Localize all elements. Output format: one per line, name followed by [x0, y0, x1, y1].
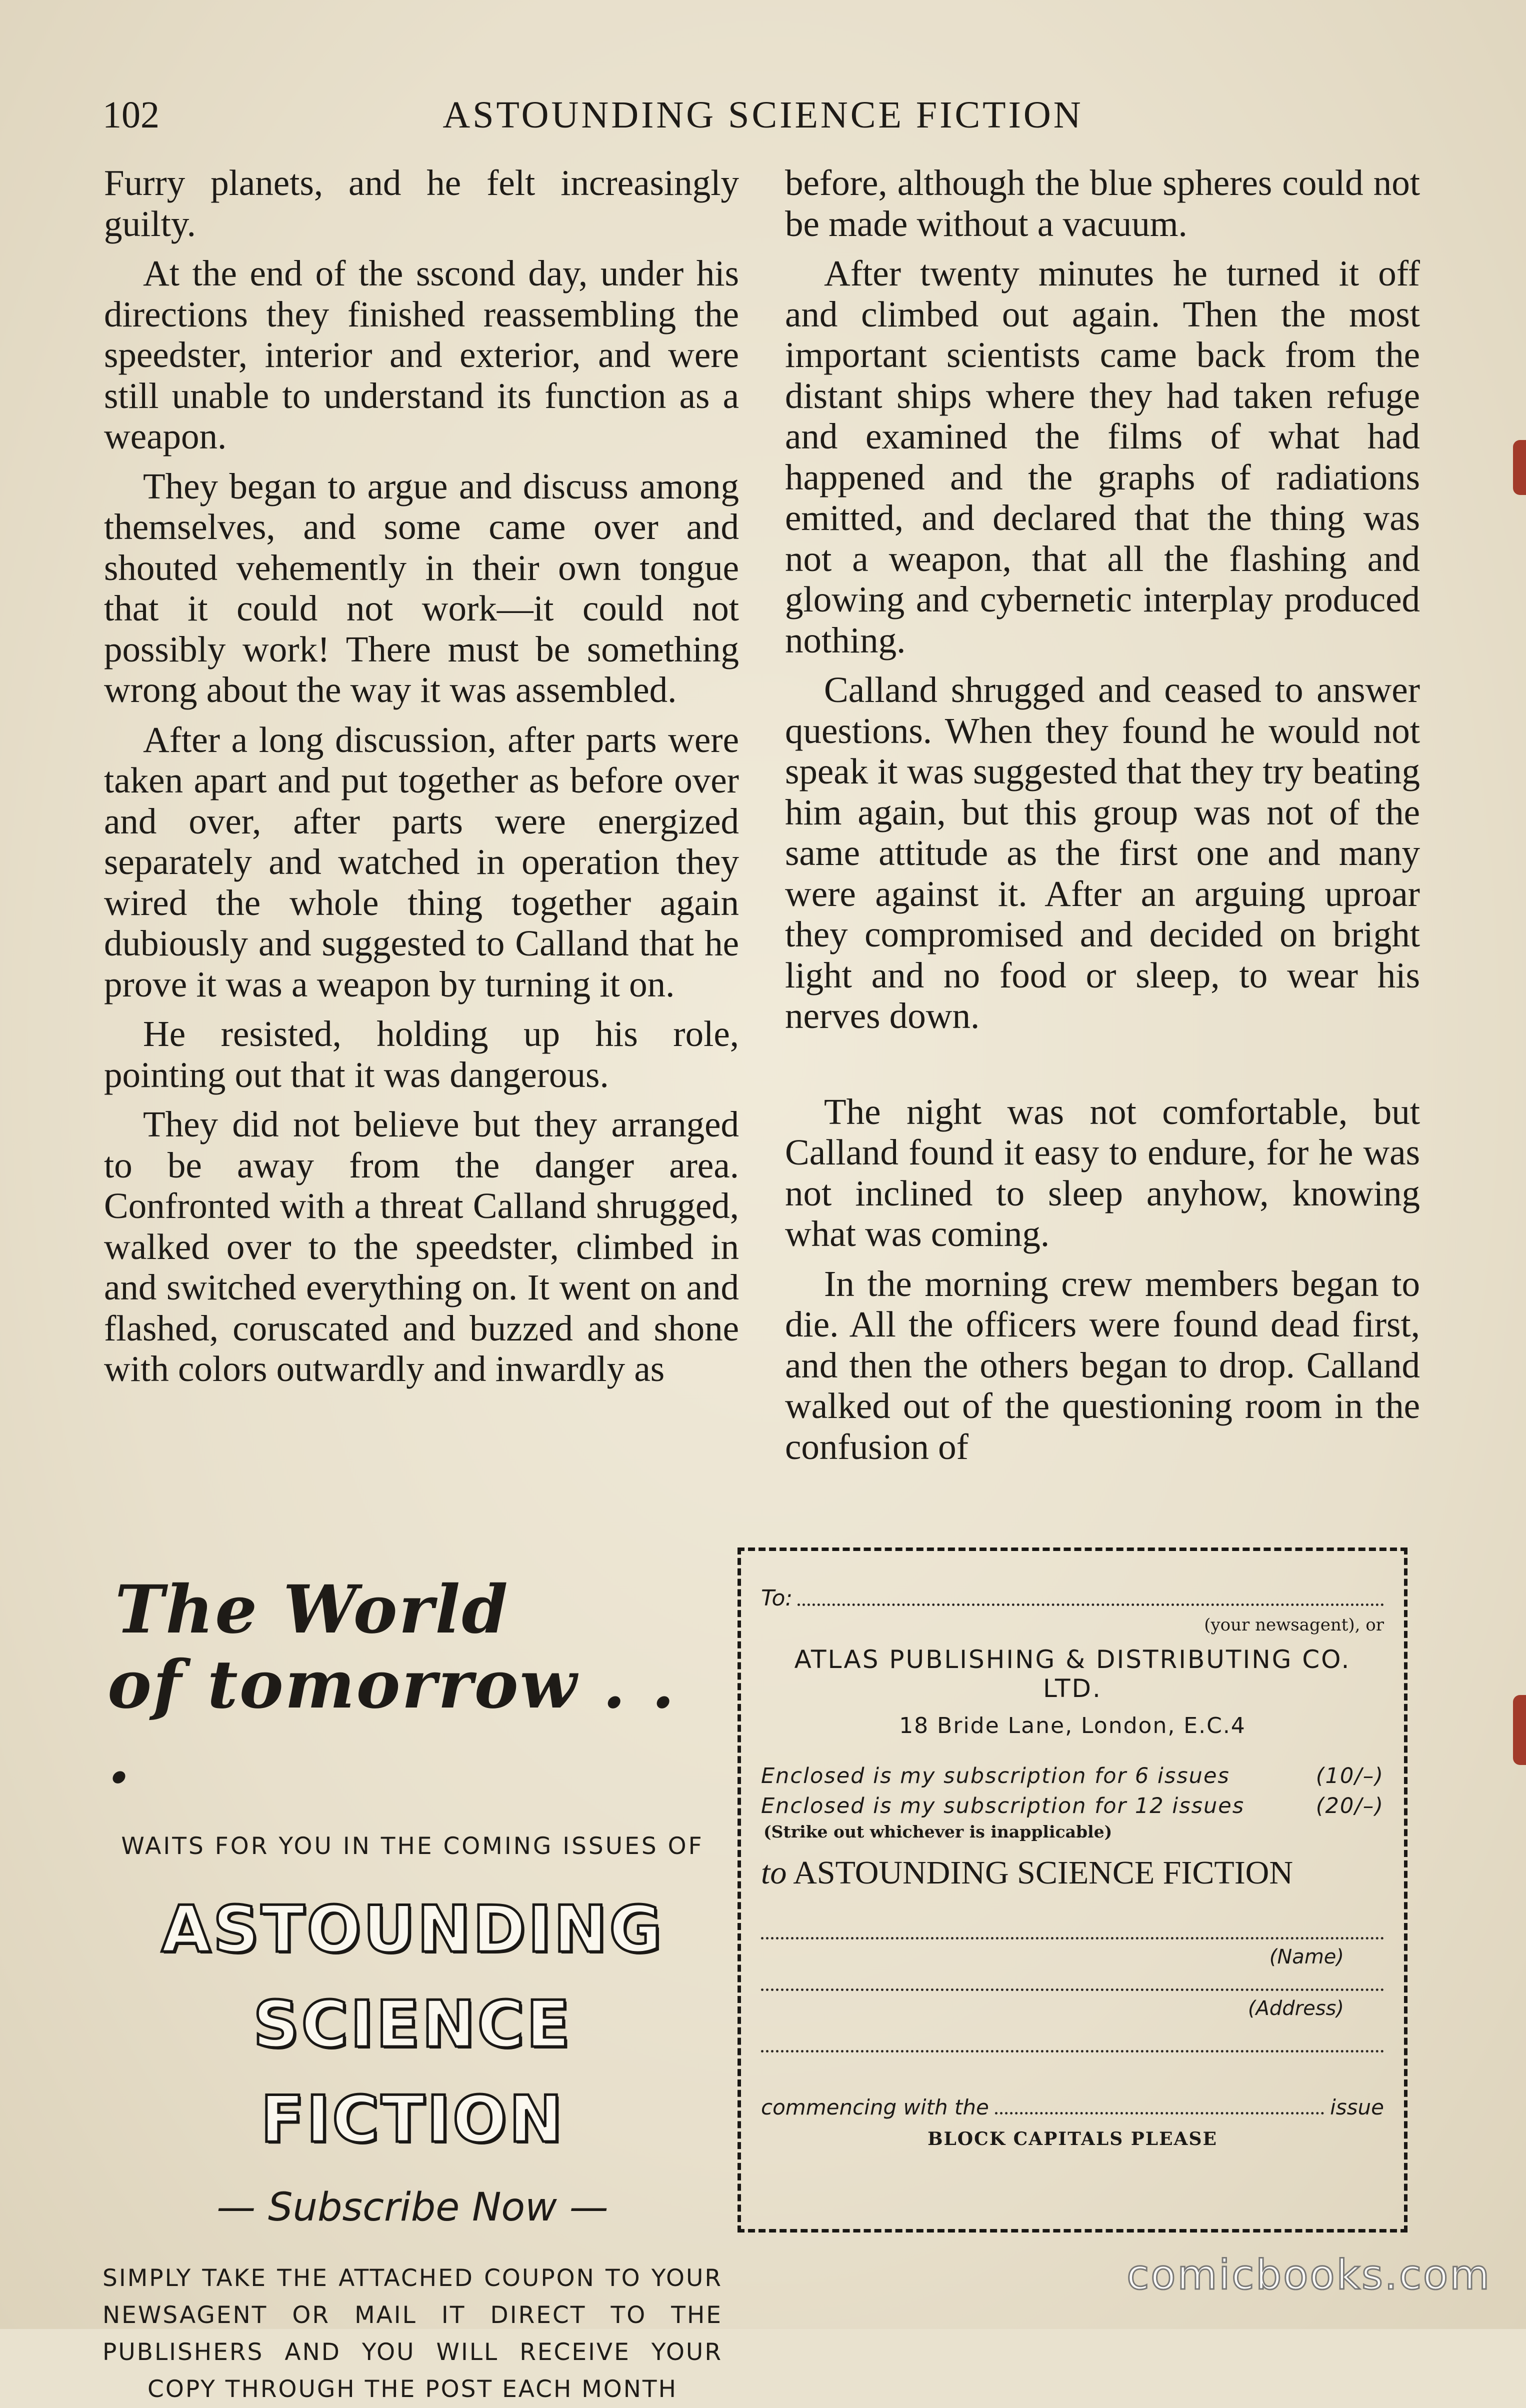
coupon-option-12-issues[interactable] [761, 1791, 1384, 1821]
coupon-to-field[interactable] [798, 1604, 1384, 1606]
paragraph: Calland shrugged and ceased to answer questions. When they found he would not speak it was suggested that they try beating him again, but this group was not of the same attitude as the first one and many were against it. After an arguing uproar they compromised and decided on bright light and no food or sleep, to wear his nerves down. [785, 670, 1420, 1036]
option-6-price: (10/–) [1316, 1764, 1384, 1788]
coupon-name-label: (Name) [1269, 1946, 1344, 1968]
paragraph: After twenty minutes he turned it off and climbed out again. Then the most important scientists came back from the distant ships where they had taken refuge and examined the films of what had happened and the graphs of radiations emitted, and declared that the thing was not a weapon, that all the flashing and glowing and cybernetic interplay produced nothing. [785, 253, 1420, 660]
ad-subscribe-now: — Subscribe Now — [216, 2185, 608, 2230]
subscription-coupon[interactable] [738, 1548, 1408, 2232]
coupon-option-6-issues[interactable] [761, 1761, 1384, 1791]
coupon-newsagent-note: (your newsagent), or [1204, 1615, 1384, 1635]
option-12-text: Enclosed is my subscription for 12 issues [761, 1794, 1245, 1818]
coupon-publisher: ATLAS PUBLISHING & DISTRIBUTING CO. LTD. [794, 1645, 1351, 1703]
coupon-address-field[interactable] [761, 1968, 1384, 1991]
coupon-block-capitals: BLOCK CAPITALS PLEASE [928, 2128, 1218, 2150]
subscription-advertisement [102, 1571, 722, 2403]
paragraph: before, although the blue spheres could not be made without a vacuum. [785, 162, 1420, 244]
option-6-text: Enclosed is my subscription for 6 issues [761, 1764, 1230, 1788]
page-header [102, 85, 1424, 145]
paragraph: The night was not comfortable, but Calland found it easy to endure, for he was not inclined to sleep anyhow, knowing what was coming. [785, 1091, 1420, 1254]
paragraph: They began to argue and discuss among themselves, and some came over and shouted vehemently in their own tongue that it could not work—it could not possibly work! There must be something wrong about the way it was assembled. [104, 466, 739, 710]
coupon-address-field-2[interactable] [761, 2020, 1384, 2052]
page-number: 102 [102, 94, 160, 136]
paragraph: In the morning crew members began to die. All the officers were found dead first, and then the others began to drop. Calland walked out of the questioning room in the confusion of [785, 1263, 1420, 1467]
paragraph: At the end of the sscond day, under his directions they finished reassembling the speedster, interior and exterior, and were still unable to understand its function as a weapon. [104, 253, 739, 456]
left-text-column [104, 162, 739, 1398]
coupon-to-label: To: [761, 1586, 793, 1611]
ad-instructions: SIMPLY TAKE THE ATTACHED COUPON TO YOUR NEWSAGENT OR MAIL IT DIRECT TO THE PUBLISHERS AND YOU WILL RECEIVE YOUR COPY THROUGH THE POST EACH MONTH [102, 2264, 722, 2403]
coupon-address-label: (Address) [1248, 1997, 1344, 2020]
coupon-commencing-line[interactable] [761, 2095, 1384, 2120]
coupon-magazine-line [761, 1854, 1384, 1892]
coupon-to-word: to [761, 1854, 787, 1891]
ad-title-line1: The World [115, 1571, 510, 1648]
coupon-magazine-name: ASTOUNDING SCIENCE FICTION [793, 1854, 1293, 1891]
ad-magazine-line1: ASTOUNDING [161, 1892, 664, 1967]
watermark: comicbooks.com [1126, 2252, 1491, 2299]
coupon-name-field[interactable] [761, 1892, 1384, 1940]
ad-title-line2: of tomorrow . . . [108, 1646, 676, 1798]
coupon-commencing-label: commencing with the [761, 2095, 989, 2120]
ad-magazine-line2: SCIENCE FICTION [253, 1988, 572, 2157]
coupon-commencing-field[interactable] [995, 2112, 1324, 2114]
coupon-strike-note: (Strike out whichever is inapplicable) [764, 1822, 1112, 1842]
ad-magazine-name [102, 1882, 722, 2168]
ad-waits-text: WAITS FOR YOU IN THE COMING ISSUES OF [121, 1832, 704, 1860]
option-12-price: (20/–) [1316, 1794, 1384, 1818]
coupon-issue-label: issue [1330, 2095, 1384, 2120]
right-text-column [785, 162, 1420, 1476]
page-edge-mark [1513, 1695, 1526, 1765]
page-edge-mark [1513, 440, 1526, 495]
paragraph: They did not believe but they arranged to be away from the danger area. Confronted with a threat Calland shrugged, walked over to the speedster, climbed in and switched everything on. It went on and flashed, coruscated and buzzed and shone with colors outwardly and inwardly as [104, 1104, 739, 1389]
coupon-subscription-options [761, 1761, 1384, 1821]
paragraph: He resisted, holding up his role, pointing out that it was dangerous. [104, 1014, 739, 1095]
paragraph: After a long discussion, after parts were taken apart and put together as before over and over, after parts were energized separately and watched in operation they wired the whole thing together again dubiously and suggested to Calland that he prove it was a weapon by turning it on. [104, 719, 739, 1004]
coupon-publisher-address: 18 Bride Lane, London, E.C.4 [899, 1713, 1246, 1738]
paragraph: Furry planets, and he felt increasingly guilty. [104, 162, 739, 244]
coupon-to-line[interactable] [761, 1581, 1384, 1611]
running-head: ASTOUNDING SCIENCE FICTION [442, 94, 1084, 136]
